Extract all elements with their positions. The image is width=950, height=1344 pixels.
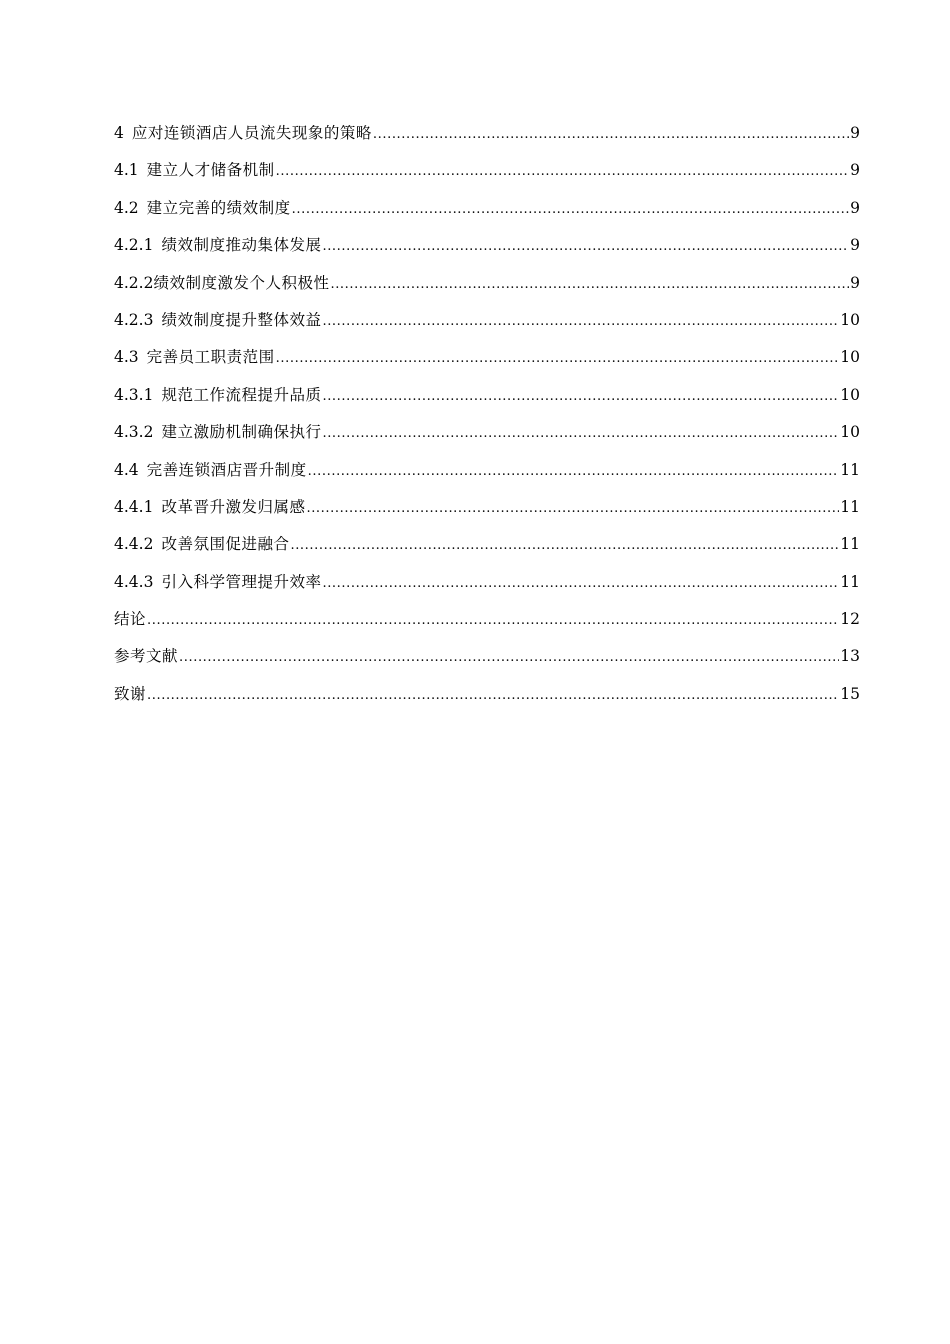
toc-entry[interactable] (114, 567, 860, 604)
toc-entry-page: 13 (840, 647, 860, 666)
toc-entry-number: 4.4.1 (114, 497, 154, 516)
toc-entry-page: 9 (850, 198, 860, 217)
table-of-contents (114, 118, 860, 716)
toc-entry-number: 4.3.1 (114, 385, 154, 404)
toc-entry-page: 10 (840, 385, 860, 404)
toc-entry[interactable] (114, 455, 860, 492)
toc-entry-title: 引入科学管理提升效率 (161, 572, 322, 591)
toc-entry-number: 4.2.3 (114, 310, 154, 329)
toc-entry-title: 结论 (114, 610, 147, 629)
toc-entry[interactable] (114, 417, 860, 454)
toc-dot-leader (147, 606, 839, 636)
toc-entry-number: 4.1 (114, 161, 139, 180)
toc-entry-page: 11 (840, 460, 860, 479)
toc-entry-title: 应对连锁酒店人员流失现象的策略 (131, 124, 372, 142)
toc-entry[interactable] (114, 342, 860, 379)
toc-entry-title: 绩效制度激发个人积极性 (153, 273, 330, 292)
toc-dot-leader (292, 195, 849, 225)
toc-entry[interactable] (114, 155, 860, 192)
toc-dot-leader (179, 643, 839, 673)
toc-entry-number: 4.2.2 (114, 273, 154, 292)
toc-entry[interactable] (114, 230, 860, 267)
toc-entry-page: 10 (840, 423, 860, 442)
toc-entry-title: 致谢 (114, 684, 147, 703)
toc-entry-references[interactable] (114, 641, 860, 678)
toc-dot-leader (147, 681, 839, 711)
toc-entry[interactable] (114, 380, 860, 417)
toc-entry-page: 11 (840, 535, 860, 554)
toc-dot-leader (276, 344, 840, 374)
toc-entry-acknowledgements[interactable] (114, 679, 860, 716)
toc-dot-leader (322, 232, 849, 262)
toc-dot-leader (306, 494, 839, 524)
toc-entry[interactable] (114, 193, 860, 230)
toc-entry-title: 绩效制度提升整体效益 (161, 310, 322, 329)
toc-dot-leader (290, 531, 839, 561)
toc-dot-leader (330, 270, 849, 300)
toc-entry-page: 15 (840, 684, 860, 703)
toc-entry[interactable] (114, 268, 860, 305)
toc-dot-leader (322, 307, 839, 337)
toc-entry[interactable] (114, 118, 860, 155)
toc-entry-number: 4 (114, 124, 124, 142)
toc-entry-title: 改革晋升激发归属感 (161, 497, 306, 516)
toc-entry-title: 参考文献 (114, 647, 179, 666)
toc-entry-page: 9 (850, 124, 860, 142)
toc-entry-number: 4.4.3 (114, 572, 154, 591)
toc-entry-number: 4.3.2 (114, 423, 154, 442)
toc-entry-page: 10 (840, 310, 860, 329)
toc-entry-title: 建立人才储备机制 (146, 161, 275, 180)
toc-entry-page: 9 (850, 236, 860, 255)
toc-dot-leader (308, 457, 840, 487)
toc-entry-page: 11 (840, 497, 860, 516)
toc-entry-title: 完善连锁酒店晋升制度 (146, 460, 307, 479)
toc-dot-leader (322, 419, 839, 449)
toc-entry-title: 完善员工职责范围 (146, 348, 275, 367)
toc-entry-number: 4.2 (114, 198, 139, 217)
toc-dot-leader (373, 120, 849, 150)
toc-entry[interactable] (114, 305, 860, 342)
toc-entry-title: 建立激励机制确保执行 (161, 423, 322, 442)
toc-entry-page: 9 (850, 161, 860, 180)
toc-entry-number: 4.4.2 (114, 535, 154, 554)
toc-entry-conclusion[interactable] (114, 604, 860, 641)
toc-dot-leader (276, 157, 849, 187)
toc-entry-title: 改善氛围促进融合 (161, 535, 290, 554)
toc-entry-number: 4.4 (114, 460, 139, 479)
toc-entry-page: 11 (840, 572, 860, 591)
toc-entry-number: 4.2.1 (114, 236, 154, 255)
toc-entry-number: 4.3 (114, 348, 139, 367)
toc-dot-leader (322, 569, 839, 599)
toc-entry[interactable] (114, 492, 860, 529)
toc-entry-page: 10 (840, 348, 860, 367)
toc-entry-page: 9 (850, 273, 860, 292)
toc-entry[interactable] (114, 529, 860, 566)
toc-entry-title: 规范工作流程提升品质 (161, 385, 322, 404)
toc-entry-page: 12 (840, 610, 860, 629)
toc-entry-title: 建立完善的绩效制度 (146, 198, 291, 217)
toc-entry-title: 绩效制度推动集体发展 (161, 236, 322, 255)
toc-dot-leader (322, 382, 839, 412)
